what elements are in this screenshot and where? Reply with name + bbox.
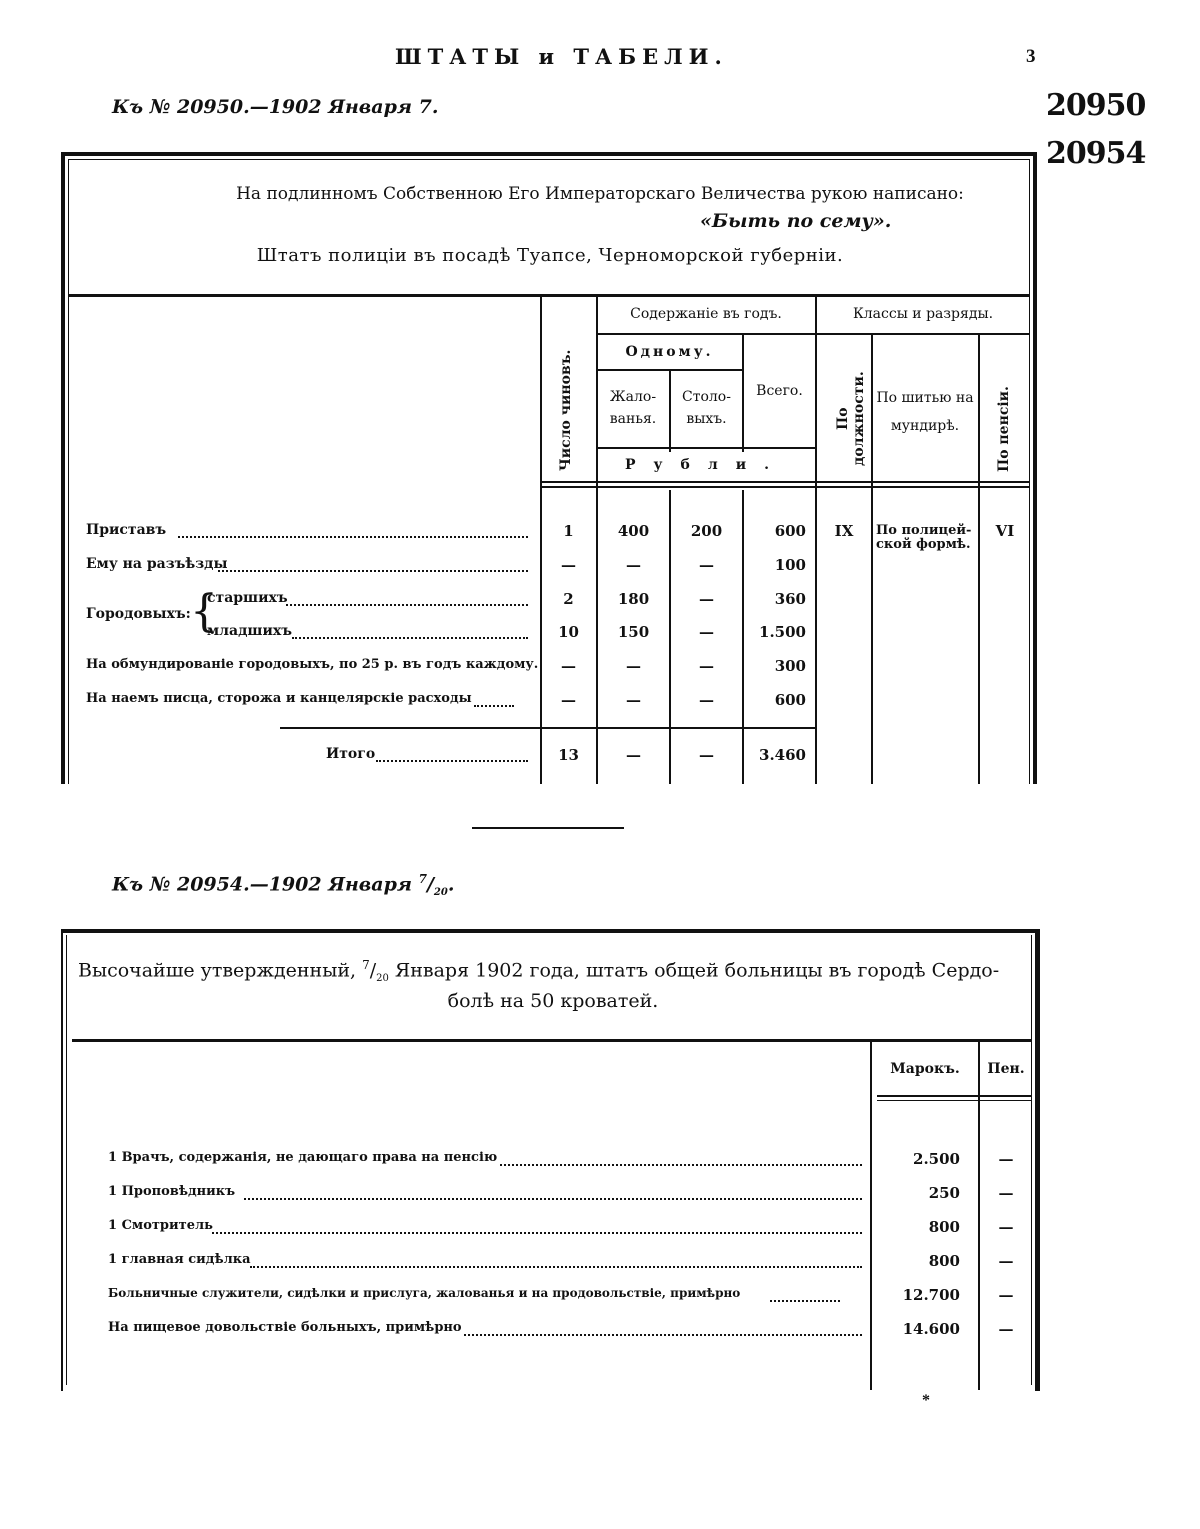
col-salary-header xyxy=(597,386,669,430)
brace-icon: { xyxy=(190,586,218,637)
cell-salary: 180 xyxy=(617,590,650,608)
inner-rule xyxy=(1029,159,1030,784)
row-label: 1 главная сидѣлка xyxy=(108,1252,251,1267)
class-by-position: IX xyxy=(834,522,854,540)
inner-rule xyxy=(66,935,67,1385)
class-uniform-line2: ской формѣ. xyxy=(876,537,971,552)
col-uniform-header xyxy=(872,384,978,440)
cell-count: 10 xyxy=(558,623,579,641)
header-rule xyxy=(877,1100,1032,1101)
row-label: младшихъ xyxy=(207,623,292,639)
title-frac-num: 7 xyxy=(362,958,370,972)
row-label: На обмундированіе городовыхъ, по 25 р. въ годъ каждому. xyxy=(86,657,539,672)
col-salary-line1: Жало- xyxy=(609,389,657,405)
header-rule xyxy=(540,481,1030,483)
total-rule xyxy=(280,727,816,729)
page-number: 3 xyxy=(1026,46,1036,67)
cell-count: — xyxy=(561,556,576,574)
leader-dots xyxy=(464,1334,862,1336)
col-uniform-line1: По шитью на xyxy=(876,390,974,406)
cell-pen: — xyxy=(998,1150,1014,1168)
leader-dots xyxy=(500,1164,862,1166)
col-table-money-header xyxy=(671,386,742,430)
cell-table: — xyxy=(699,746,714,764)
margin-number-20950: 20950 xyxy=(1046,88,1146,123)
cell-marks: 800 xyxy=(928,1252,960,1270)
cell-table: — xyxy=(699,691,714,709)
col-table-money-line2: выхъ. xyxy=(686,411,727,427)
leader-dots xyxy=(218,570,528,572)
inner-rule xyxy=(68,159,69,784)
cell-pen: — xyxy=(998,1252,1014,1270)
row-label: 1 Врачъ, содержанія, не дающаго права на пенсію xyxy=(108,1150,498,1165)
police-table-title: Штатъ полиціи въ посадѣ Туапсе, Черноморской губерніи. xyxy=(256,245,844,266)
leader-dots xyxy=(474,705,514,707)
col-rule xyxy=(540,296,542,784)
cell-table: — xyxy=(699,657,714,675)
section2-reference: Къ № 20954.—1902 Января $^7/_{20}$. xyxy=(112,872,455,899)
col-count-header: Число чиновъ. xyxy=(558,349,574,471)
leader-dots xyxy=(770,1300,840,1302)
imperial-note: На подлинномъ Собственною Его Императорскаго Величества рукою написано: xyxy=(236,184,964,204)
running-title: ШТАТЫ и ТАБЕЛИ. xyxy=(395,44,728,69)
col-uniform-line2: мундирѣ. xyxy=(890,418,960,434)
title-frac-den: 20 xyxy=(376,973,389,985)
cell-pen: — xyxy=(998,1286,1014,1304)
cell-table: — xyxy=(699,623,714,641)
cell-total: 3.460 xyxy=(759,746,806,764)
cell-pen: — xyxy=(998,1320,1014,1338)
cell-count: 13 xyxy=(558,746,579,764)
row-label: Приставъ xyxy=(86,522,167,538)
cell-marks: 14.600 xyxy=(902,1320,960,1338)
cell-count: — xyxy=(561,691,576,709)
header-rule xyxy=(816,333,1030,335)
col-maintenance-header: Содержаніе въ годъ. xyxy=(630,306,782,322)
row-label: старшихъ xyxy=(207,590,288,606)
cell-marks: 2.500 xyxy=(913,1150,960,1168)
leader-dots xyxy=(244,1198,862,1200)
cell-salary: 400 xyxy=(617,522,650,540)
leader-dots xyxy=(376,760,528,762)
col-by-position-header: По должности. xyxy=(835,371,867,467)
cell-count: — xyxy=(561,657,576,675)
col-rule xyxy=(870,1042,872,1390)
inner-rule xyxy=(68,159,1030,160)
row-label: На наемъ писца, сторожа и канцелярскіе расходы xyxy=(86,691,472,706)
col-rule xyxy=(978,334,980,784)
cell-marks: 250 xyxy=(928,1184,960,1202)
cell-salary: 150 xyxy=(617,623,650,641)
leader-dots xyxy=(250,1266,862,1268)
reference-frac-den: 20 xyxy=(433,887,448,899)
cell-table: — xyxy=(699,556,714,574)
cell-table: — xyxy=(699,590,714,608)
col-pen-header: Пен. xyxy=(987,1061,1025,1077)
cell-count: 2 xyxy=(563,590,574,608)
reference-text: Къ № 20954.—1902 Января xyxy=(112,873,419,896)
title-part2: Января 1902 года, штатъ общей больницы въ городѣ Сердо- xyxy=(388,959,1000,982)
reference-frac-num: 7 xyxy=(418,872,427,886)
row-label: Ему на разъѣзды xyxy=(86,556,228,572)
leader-dots xyxy=(292,637,528,639)
cell-pen: — xyxy=(998,1184,1014,1202)
col-pension-header: По пенсіи. xyxy=(996,386,1012,472)
col-salary-line2: ванья. xyxy=(609,411,657,427)
leader-dots xyxy=(178,536,528,538)
cell-pen: — xyxy=(998,1218,1014,1236)
section-separator xyxy=(472,827,624,829)
class-uniform xyxy=(876,524,976,552)
title-line2: болѣ на 50 кроватей. xyxy=(447,990,659,1013)
cell-total: 600 xyxy=(774,522,806,540)
cell-total: 600 xyxy=(774,691,806,709)
cell-marks: 800 xyxy=(928,1218,960,1236)
col-rule xyxy=(815,296,817,784)
header-rule xyxy=(597,333,816,335)
header-rule xyxy=(72,1039,1032,1042)
cell-salary: — xyxy=(626,556,641,574)
section1-reference: Къ № 20950.—1902 Января 7. xyxy=(112,96,439,118)
header-rule xyxy=(597,447,816,449)
hospital-table-title: Высочайше утвержденный, $^7/_{20}$ Января 1902 года, штатъ общей больницы въ городѣ Сердо- болѣ на 50 кроватей. xyxy=(78,958,1028,1012)
leader-dots xyxy=(286,604,528,606)
imperial-quote: «Быть по сему». xyxy=(700,210,892,232)
cell-salary: — xyxy=(626,657,641,675)
header-rule xyxy=(540,486,1030,488)
class-uniform-line1: По полицей- xyxy=(876,523,972,538)
header-rule xyxy=(877,1095,1032,1097)
cell-marks: 12.700 xyxy=(902,1286,960,1304)
class-pension: VI xyxy=(995,522,1015,540)
col-classes-header: Классы и разряды. xyxy=(852,306,994,322)
cell-salary: — xyxy=(626,691,641,709)
group-label-gorodovye: Городовыхъ: xyxy=(86,606,191,622)
col-per-one-header: Одному. xyxy=(625,344,714,360)
col-total-header: Всего. xyxy=(756,383,803,399)
row-label: 1 Проповѣдникъ xyxy=(108,1184,236,1199)
margin-number-20954: 20954 xyxy=(1046,136,1146,171)
row-label: 1 Смотритель xyxy=(108,1218,213,1233)
cell-count: 1 xyxy=(563,522,574,540)
cell-total: 360 xyxy=(774,590,806,608)
cell-total: 100 xyxy=(774,556,806,574)
cell-total: 1.500 xyxy=(759,623,806,641)
footer-asterisk: * xyxy=(922,1392,930,1409)
cell-total: 300 xyxy=(774,657,806,675)
header-rule xyxy=(68,294,1030,297)
cell-salary: — xyxy=(626,746,641,764)
row-label: Больничные служители, сидѣлки и прислуга, жалованья и на продовольствіе, примѣрно xyxy=(108,1286,741,1300)
cell-table: 200 xyxy=(690,522,723,540)
row-label: Итого xyxy=(326,746,376,762)
row-label: На пищевое довольствіе больныхъ, примѣрно xyxy=(108,1320,462,1335)
col-rubles-header: Рубли. xyxy=(625,457,787,473)
col-table-money-line1: Столо- xyxy=(682,389,731,405)
col-marks-header: Марокъ. xyxy=(890,1061,960,1077)
leader-dots xyxy=(212,1232,862,1234)
title-part1: Высочайше утвержденный, xyxy=(78,959,363,982)
header-rule xyxy=(597,369,743,371)
